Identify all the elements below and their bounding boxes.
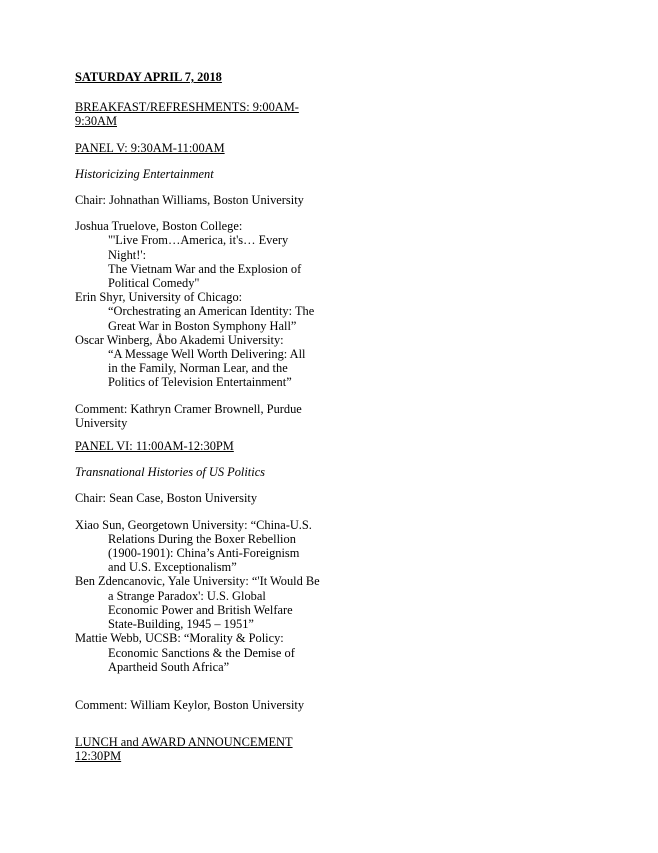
paper-first-line: Xiao Sun, Georgetown University: “China-U.S. [75,517,312,532]
paper-author: Joshua Truelove, Boston College: [75,219,243,234]
panel5-papers [75,219,330,389]
paper-continuation-line: Relations During the Boxer Rebellion [108,531,296,546]
breakfast-line-2: 9:30AM [75,114,117,129]
paper-continuation-line: State-Building, 1945 – 1951” [108,617,254,632]
breakfast-heading [75,100,330,128]
paper-title-line: "'Live From…America, it's… Every [108,233,289,248]
paper-continuation-line: (1900-1901): China’s Anti-Foreignism [108,546,300,561]
comment-line-1: Comment: Kathryn Cramer Brownell, Purdue [75,401,302,416]
panel5-chair: Chair: Johnathan Williams, Boston University [75,193,304,208]
paper-continuation-line: Apartheid South Africa” [108,659,230,674]
panel6-papers [75,518,330,674]
breakfast-line-1: BREAKFAST/REFRESHMENTS: 9:00AM- [75,100,299,115]
paper-entry [75,219,330,290]
paper-title-line: Political Comedy" [108,276,200,291]
paper-continuation-line: Economic Sanctions & the Demise of [108,645,295,660]
paper-title-line: The Vietnam War and the Explosion of [108,261,302,276]
day-heading: SATURDAY APRIL 7, 2018 [75,70,222,84]
paper-continuation-line: and U.S. Exceptionalism” [108,560,237,575]
paper-title-line: Politics of Television Entertainment” [108,375,292,390]
paper-entry [75,574,330,631]
comment-line-2: University [75,415,128,430]
lunch-line-2: 12:30PM [75,749,122,764]
paper-title-line: in the Family, Norman Lear, and the [108,361,288,376]
paper-entry [75,333,330,390]
paper-continuation-line: Economic Power and British Welfare [108,602,293,617]
panel6-heading: PANEL VI: 11:00AM-12:30PM [75,439,234,454]
panel6-comment: Comment: William Keylor, Boston University [75,697,305,712]
paper-author: Erin Shyr, University of Chicago: [75,290,243,305]
paper-entry [75,518,330,575]
paper-entry [75,290,330,333]
paper-author: Oscar Winberg, Åbo Akademi University: [75,332,284,347]
paper-continuation-line: a Strange Paradox': U.S. Global [108,588,266,603]
program-page [75,70,330,764]
paper-first-line: Ben Zdencanovic, Yale University: “'It Would Be [75,574,320,589]
paper-entry [75,631,330,674]
lunch-line-1: LUNCH and AWARD ANNOUNCEMENT [75,735,293,750]
paper-title-line: Night!': [108,247,147,262]
lunch-heading [75,735,330,763]
panel5-theme: Historicizing Entertainment [75,166,214,181]
panel6-theme: Transnational Histories of US Politics [75,465,266,480]
paper-title-line: “Orchestrating an American Identity: The [108,304,315,319]
paper-title-line: “A Message Well Worth Delivering: All [108,347,306,362]
paper-title-line: Great War in Boston Symphony Hall” [108,318,297,333]
panel6-chair: Chair: Sean Case, Boston University [75,491,258,506]
paper-first-line: Mattie Webb, UCSB: “Morality & Policy: [75,631,284,646]
panel5-heading: PANEL V: 9:30AM-11:00AM [75,140,225,155]
panel5-comment [75,402,330,430]
